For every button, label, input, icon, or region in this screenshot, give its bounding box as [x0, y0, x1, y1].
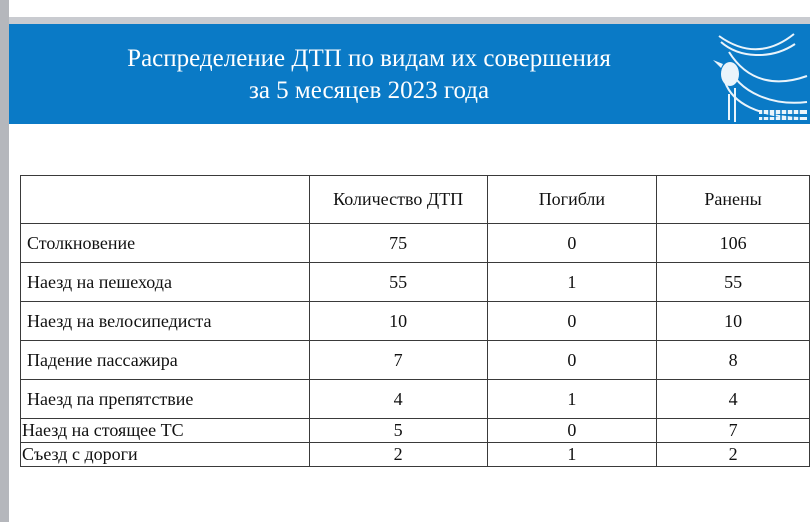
row-injured: 7	[657, 419, 810, 443]
row-type: Наезд на стоящее ТС	[21, 419, 310, 443]
row-killed: 0	[487, 341, 657, 380]
title-line-1: Распределение ДТП по видам их совершения	[127, 45, 611, 72]
row-injured: 55	[657, 263, 810, 302]
table-row	[21, 263, 810, 302]
ship-emblem-icon	[699, 24, 810, 124]
title-line-2: за 5 месяцев 2023 года	[248, 77, 490, 104]
row-injured: 8	[657, 341, 810, 380]
row-accidents: 2	[309, 443, 487, 467]
row-injured: 2	[657, 443, 810, 467]
row-killed: 1	[487, 263, 657, 302]
row-accidents: 7	[309, 341, 487, 380]
table-row	[21, 419, 810, 443]
table-row	[21, 224, 810, 263]
slide-left-border	[0, 0, 9, 522]
slide-top-strip	[9, 17, 810, 24]
row-type: Столкновение	[21, 224, 310, 263]
table-header-row	[21, 176, 810, 224]
slide-header	[9, 24, 810, 124]
row-killed: 0	[487, 419, 657, 443]
row-accidents: 55	[309, 263, 487, 302]
column-header-killed: Погибли	[487, 176, 657, 224]
accident-table	[20, 175, 810, 467]
row-accidents: 4	[309, 380, 487, 419]
row-accidents: 75	[309, 224, 487, 263]
column-header-injured: Ранены	[657, 176, 810, 224]
row-injured: 4	[657, 380, 810, 419]
row-type: Съезд с дороги	[21, 443, 310, 467]
row-killed: 1	[487, 443, 657, 467]
row-type: Наезд па препятствие	[21, 380, 310, 419]
row-killed: 0	[487, 302, 657, 341]
table-row	[21, 302, 810, 341]
table-row	[21, 443, 810, 467]
table-row	[21, 380, 810, 419]
row-accidents: 10	[309, 302, 487, 341]
row-injured: 10	[657, 302, 810, 341]
row-type: Падение пассажира	[21, 341, 310, 380]
row-type: Наезд на пешехода	[21, 263, 310, 302]
row-type: Наезд на велосипедиста	[21, 302, 310, 341]
row-injured: 106	[657, 224, 810, 263]
row-killed: 1	[487, 380, 657, 419]
table-row	[21, 341, 810, 380]
row-accidents: 5	[309, 419, 487, 443]
row-killed: 0	[487, 224, 657, 263]
column-header-accidents: Количество ДТП	[309, 176, 487, 224]
slide-title	[9, 43, 729, 107]
column-header-type	[21, 176, 310, 224]
